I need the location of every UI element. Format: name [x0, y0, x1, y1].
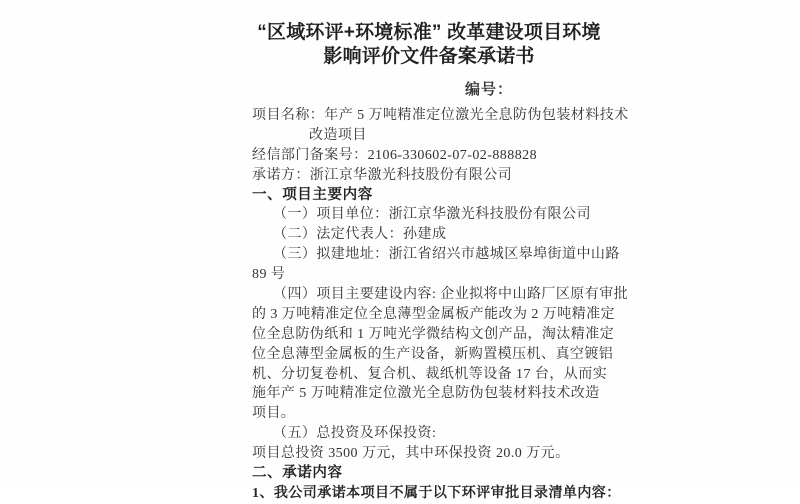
section-1-item-4-continued-2: 位全息防伪纸和 1 万吨光学微结构文创产品，淘汰精准定 [252, 326, 615, 342]
section-1-item-4: （四）项目主要建设内容: 企业拟将中山路厂区原有审批 [273, 287, 629, 303]
section-1-item-4-continued-6: 项目。 [252, 406, 296, 422]
document-title-line-2: 影响评价文件备案承诺书 [323, 46, 535, 67]
section-2-item-1: 1、我公司承诺本项目不属于以下环评审批目录清单内容： [252, 485, 621, 501]
section-1-item-1: （一）项目单位：浙江京华激光科技股份有限公司 [273, 207, 591, 223]
section-1-item-5-continued: 项目总投资 3500 万元，其中环保投资 20.0 万元。 [252, 446, 570, 462]
section-1-item-4-continued-3: 位全息薄型金属板的生产设备，新购置模压机、真空镀铝 [252, 346, 614, 362]
section-1-item-4-continued-1: 的 3 万吨精准定位全息薄型金属板产能改为 2 万吨精准定 [252, 306, 616, 322]
section-2-heading: 二、承诺内容 [252, 465, 343, 482]
promisor-line: 承诺方：浙江京华激光科技股份有限公司 [252, 167, 513, 183]
document-title-line-1: “区域环评+环境标准” 改革建设项目环境 [257, 22, 601, 43]
document-body [252, 106, 632, 504]
section-1-item-5: （五）总投资及环保投资: [273, 426, 437, 442]
section-1-heading: 一、项目主要内容 [252, 186, 373, 203]
section-1-item-4-continued-4: 机、分切复卷机、复合机、裁纸机等设备 17 台，从而实 [252, 366, 608, 382]
section-1-item-3: （三）拟建地址：浙江省绍兴市越城区皋埠街道中山路 [273, 247, 620, 263]
section-1-item-3-continued: 89 号 [252, 267, 286, 283]
document-content [252, 21, 632, 504]
section-1-item-2: （二）法定代表人：孙建成 [273, 227, 447, 243]
record-number-line: 经信部门备案号：2106-330602-07-02-888828 [252, 147, 538, 163]
project-name-line-1: 项目名称：年产 5 万吨精准定位激光全息防伪包装材料技术 [252, 108, 629, 123]
serial-number-row [252, 81, 632, 98]
section-1-item-4-continued-5: 施年产 5 万吨精准定位激光全息防伪包装材料技术改造 [252, 386, 600, 402]
serial-number-label: 编号： [465, 82, 514, 98]
document-title [252, 21, 632, 69]
project-name-line-2: 改造项目 [309, 127, 367, 143]
